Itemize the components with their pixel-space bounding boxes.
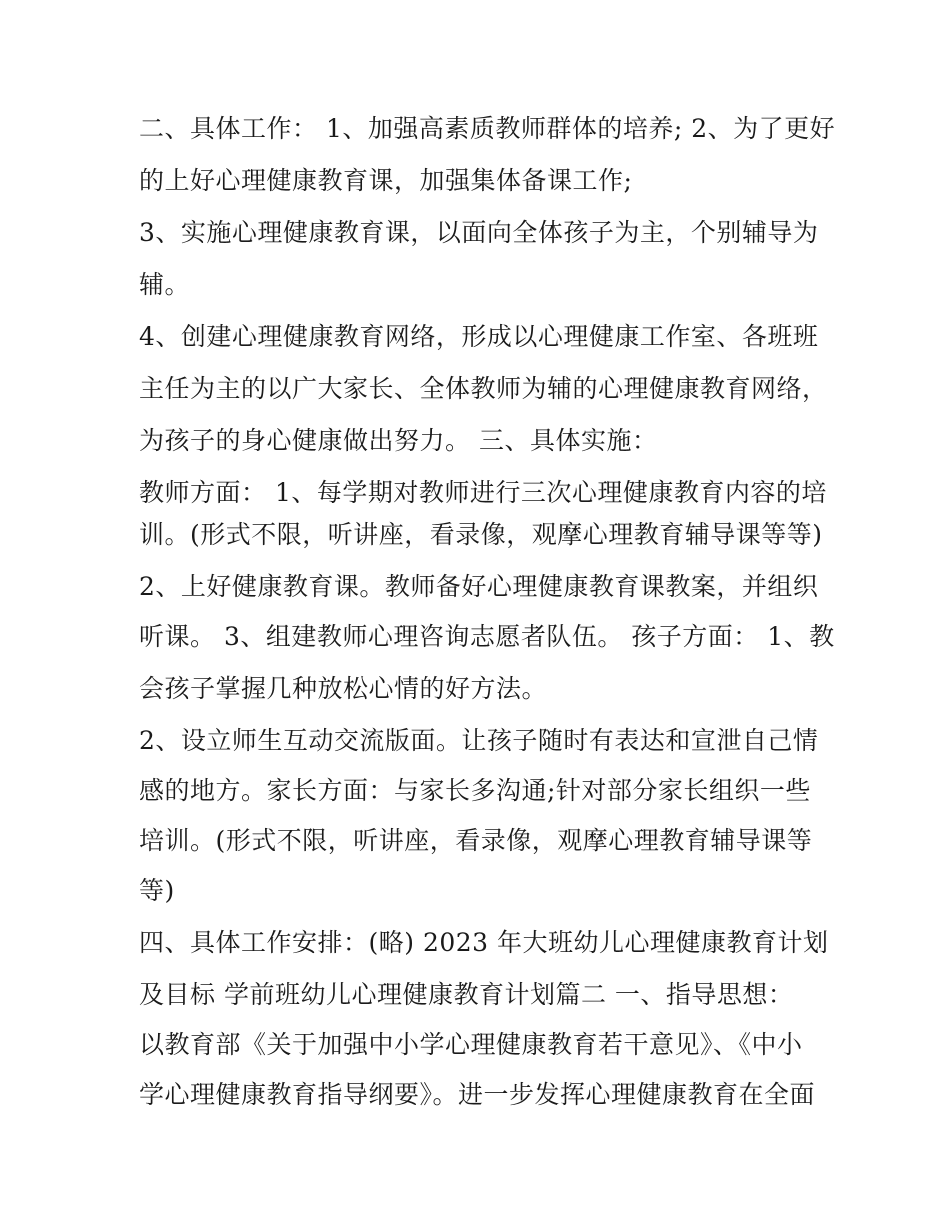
text-line: 以教育部《关于加强中小学心理健康教育若干意见》、《中小 (139, 1030, 803, 1059)
text-line: 为孩子的身心健康做出努力。 三、具体实施： (139, 426, 658, 455)
text-line: 等) (139, 876, 175, 905)
text-line: 听课。 3、组建教师心理咨询志愿者队伍。 孩子方面： 1、教 (139, 622, 835, 651)
text-line: 的上好心理健康教育课，加强集体备课工作; (139, 166, 633, 195)
text-line: 及目标 学前班幼儿心理健康教育计划篇二 一、指导思想： (139, 980, 794, 1009)
text-line: 感的地方。家长方面：与家长多沟通;针对部分家长组织一些 (139, 776, 811, 805)
text-line: 3、实施心理健康教育课，以面向全体孩子为主，个别辅导为 (139, 218, 819, 247)
text-line: 辅。 (139, 270, 191, 299)
text-line: 学心理健康教育指导纲要》。进一步发挥心理健康教育在全面 (139, 1080, 816, 1109)
text-line: 主任为主的以广大家长、全体教师为辅的心理健康教育网络， (139, 374, 828, 403)
text-line: 4、创建心理健康教育网络，形成以心理健康工作室、各班班 (139, 322, 819, 351)
text-line: 训。(形式不限，听讲座，看录像，观摩心理教育辅导课等等) (139, 520, 823, 549)
text-line: 教师方面： 1、每学期对教师进行三次心理健康教育内容的培 (139, 478, 827, 507)
text-line: 2、上好健康教育课。教师备好心理健康教育课教案，并组织 (139, 572, 819, 601)
text-line: 2、设立师生互动交流版面。让孩子随时有表达和宣泄自己情 (139, 726, 819, 755)
text-line: 四、具体工作安排：(略) 2023 年大班幼儿心理健康教育计划 (139, 928, 829, 957)
text-line: 会孩子掌握几种放松心情的好方法。 (139, 674, 548, 703)
text-line: 二、具体工作： 1、加强高素质教师群体的培养; 2、为了更好 (139, 114, 836, 143)
text-line: 培训。(形式不限，听讲座，看录像，观摩心理教育辅导课等 (139, 826, 813, 855)
